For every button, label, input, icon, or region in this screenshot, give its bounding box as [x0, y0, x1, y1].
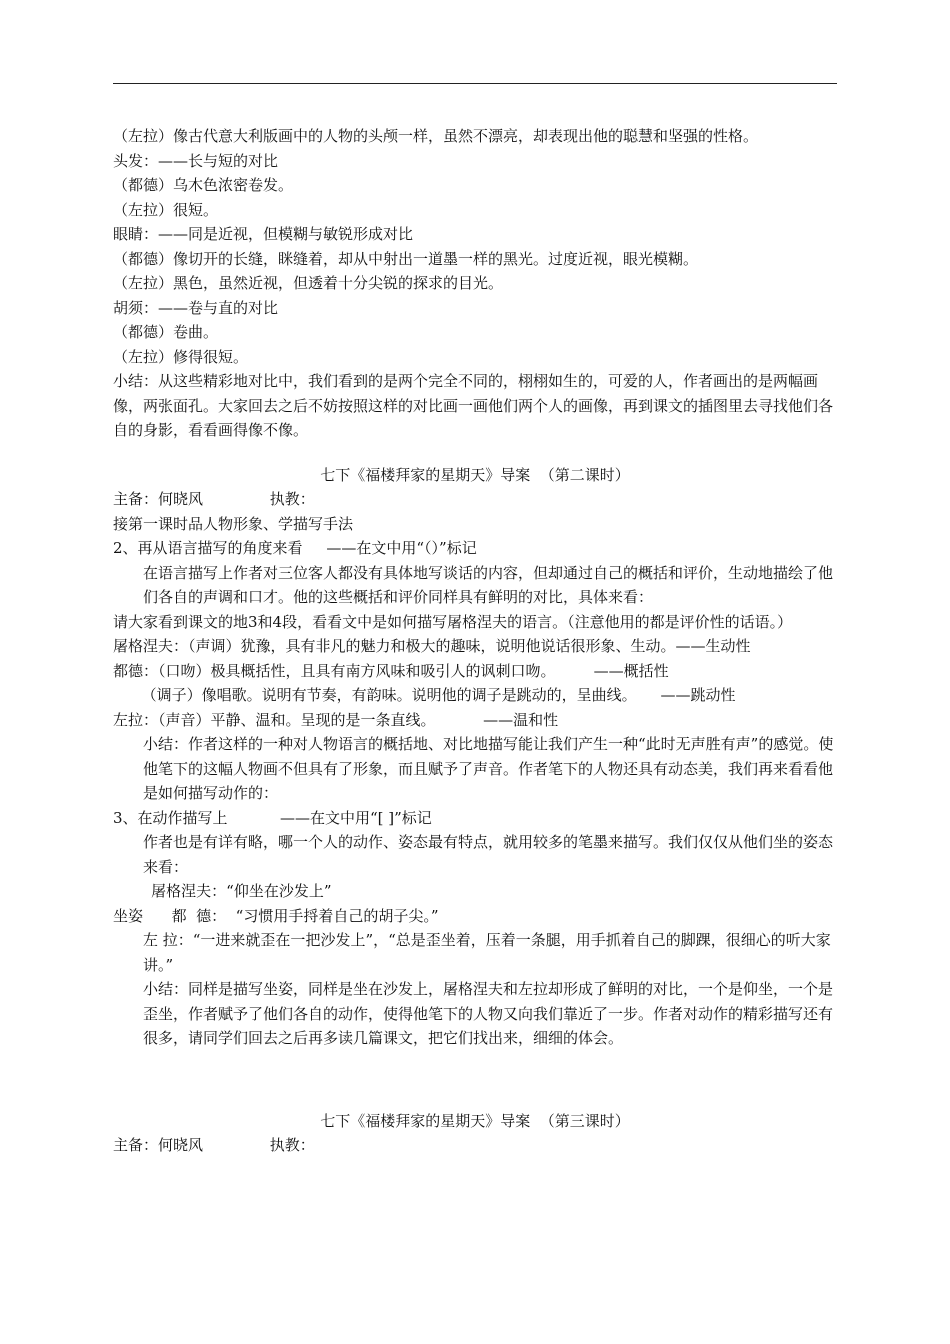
summary-paragraph: 小结：从这些精彩地对比中，我们看到的是两个完全不同的，栩栩如生的，可爱的人，作者画出的是两幅画像，两张面孔。大家回去之后不妨按照这样的对比画一画他们两个人的画像，再到课文的插图里去寻找他们各自的身影，看看画得像不像。 [113, 372, 834, 439]
text-line: （都德）乌木色浓密卷发。 [113, 176, 294, 194]
lesson2-author-line: 主备：何晓风 执教： [113, 490, 315, 508]
text-line: （左拉）像古代意大利版画中的人物的头颅一样，虽然不漂亮，却表现出他的聪慧和坚强的性格。 [113, 127, 759, 145]
speech-line: （调子）像唱歌。说明有节奏，有韵味。说明他的调子是跳动的，呈曲线。 ——跳动性 [113, 686, 736, 704]
paragraph: 请大家看到课文的地3和4段，看看文中是如何描写屠格涅夫的语言。（注意他用的都是评价性的话语。） [113, 612, 793, 631]
sitting-line: 左 拉：“一进来就歪在一把沙发上”，“总是歪坐着，压着一条腿，用手抓着自己的脚踝，很细心的听大家讲。” [143, 931, 831, 974]
text-line: （左拉）黑色，虽然近视，但透着十分尖锐的探求的目光。 [113, 274, 504, 292]
paragraph: 作者也是有详有略，哪一个人的动作、姿态最有特点，就用较多的笔墨来描写。我们仅仅从他们坐的姿态来看： [143, 833, 834, 876]
sitting-line: 屠格涅夫：“仰坐在沙发上” [113, 882, 332, 900]
speech-line: 左拉：（声音）平静、温和。呈现的是一条直线。 ——温和性 [113, 710, 559, 729]
lesson2-intro: 接第一课时品人物形象、学描写手法 [113, 514, 354, 533]
speech-line: 屠格涅夫：（声调）犹豫，具有非凡的魅力和极大的趣味，说明他说话很形象、生动。——生动性 [113, 637, 751, 655]
text-line: （左拉）很短。 [113, 200, 219, 219]
speech-line: 都德：（口吻）极具概括性，且具有南方风味和吸引人的讽刺口吻。 ——概括性 [113, 661, 669, 680]
text-line: 头发：——长与短的对比 [113, 151, 279, 170]
text-line: （左拉）修得很短。 [113, 347, 249, 366]
paragraph: 在语言描写上作者对三位客人都没有具体地写谈话的内容，但却通过自己的概括和评价，生动地描绘了他们各自的声调和口才。他的这些概括和评价同样具有鲜明的对比，具体来看： [143, 563, 834, 606]
header-rule [113, 83, 837, 84]
lesson3-title: 七下《福楼拜家的星期天》导案 （第三课时） [320, 1111, 630, 1130]
text-line: （都德）卷曲。 [113, 323, 219, 341]
summary-paragraph: 小结：作者这样的一种对人物语言的概括地、对比地描写能让我们产生一种“此时无声胜有声”的感觉。使他笔下的这幅人物画不但具有了形象，而且赋予了声音。作者笔下的人物还具有动态美，我们再来看看他是如何描写动作的： [143, 735, 834, 802]
text-line: 眼睛：——同是近视，但模糊与敏锐形成对比 [113, 225, 414, 243]
lesson2-title: 七下《福楼拜家的星期天》导案 （第二课时） [320, 465, 630, 484]
section2-heading: 2、再从语言描写的角度来看 ——在文中用“（）”标记 [113, 539, 477, 557]
document-body [113, 124, 837, 1158]
section3-heading: 3、在动作描写上 ——在文中用“[ ]”标记 [113, 808, 432, 827]
sitting-line: 坐姿 都 德： “习惯用手捋着自己的胡子尖。” [113, 906, 439, 925]
text-line: 胡须：——卷与直的对比 [113, 298, 279, 317]
summary-paragraph: 小结：同样是描写坐姿，同样是坐在沙发上，屠格涅夫和左拉却形成了鲜明的对比，一个是仰坐，一个是歪坐，作者赋予了他们各自的动作，使得他笔下的人物又向我们靠近了一步。作者对动作的精彩描写还有很多，请同学们回去之后再多读几篇课文，把它们找出来，细细的体会。 [143, 980, 834, 1047]
lesson3-author-line: 主备：何晓风 执教： [113, 1136, 315, 1154]
text-line: （都德）像切开的长缝，眯缝着，却从中射出一道墨一样的黑光。过度近视，眼光模糊。 [113, 249, 699, 268]
